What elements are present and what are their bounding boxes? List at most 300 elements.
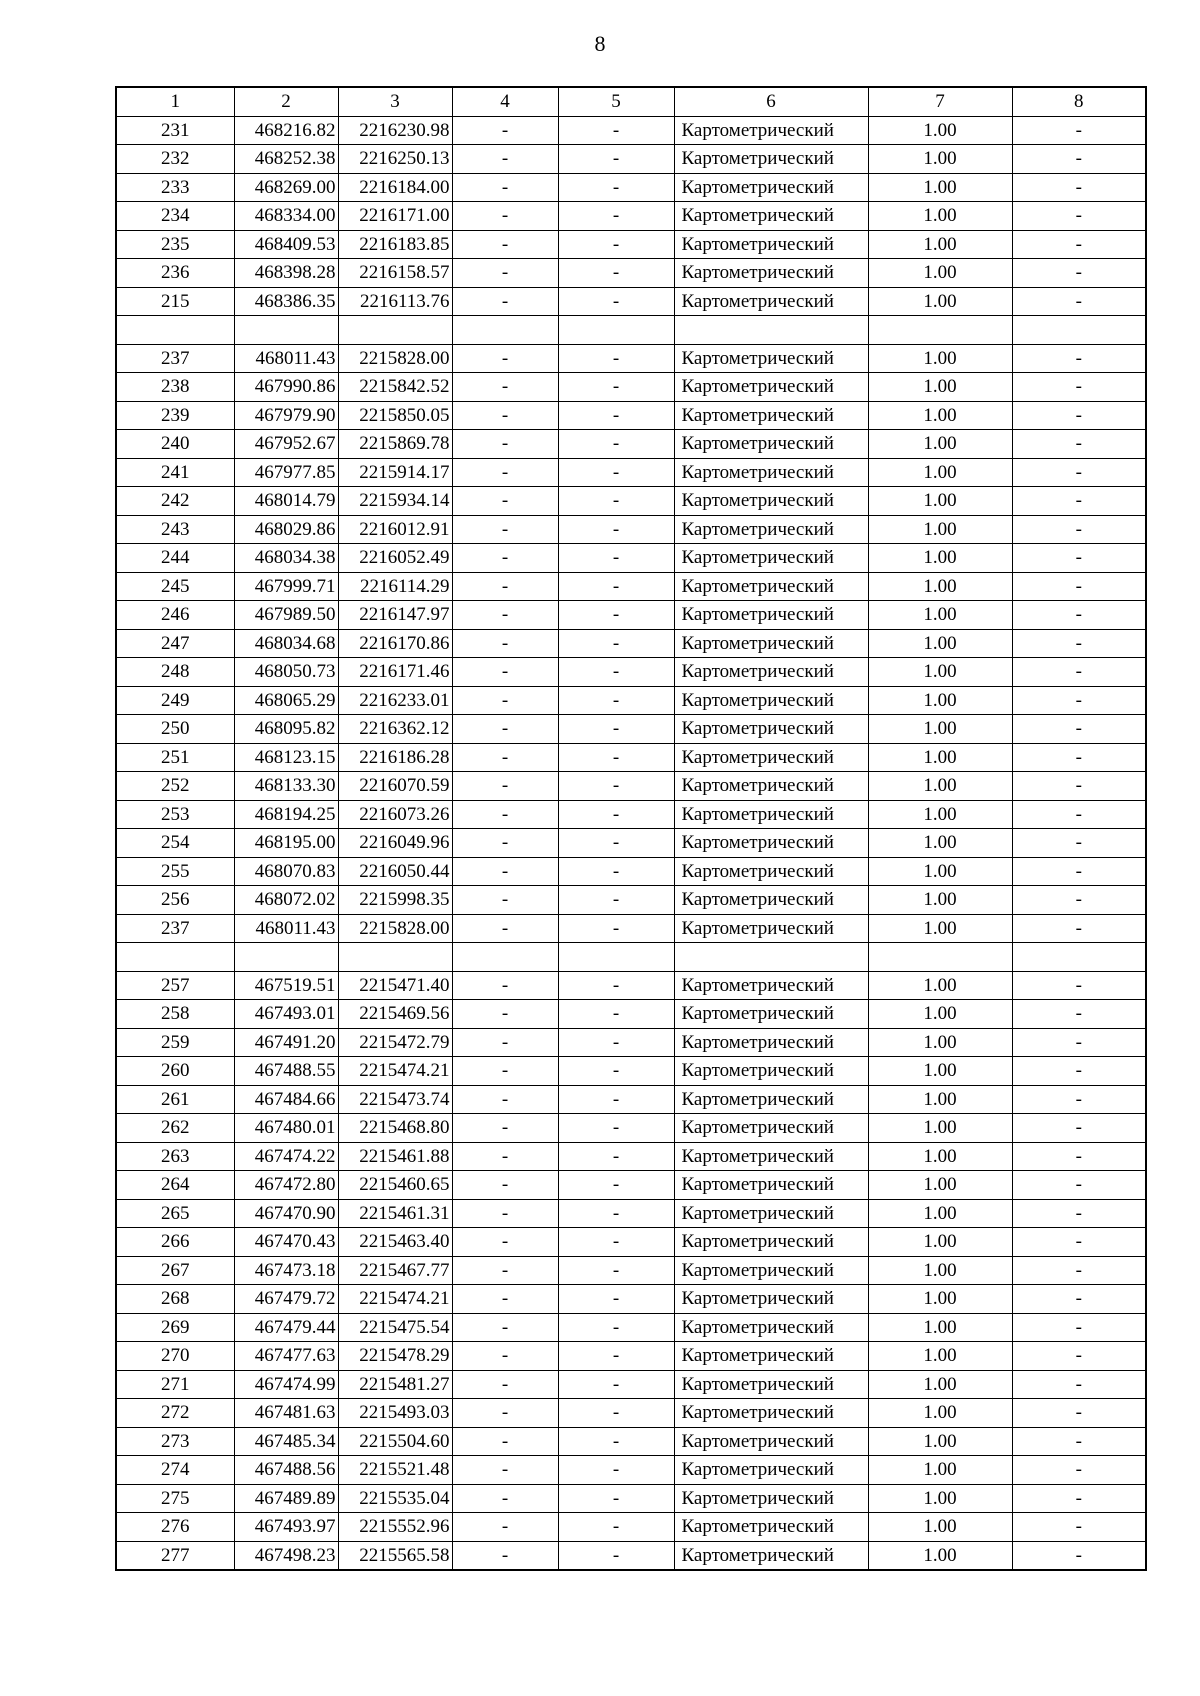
col-8-value-cell: - [1012, 772, 1146, 801]
table-row [116, 886, 1146, 915]
col-5-value-cell: - [558, 230, 674, 259]
point-number-cell: 242 [116, 487, 234, 516]
x-coordinate-cell: 468011.43 [234, 914, 338, 943]
y-coordinate-cell: 2215828.00 [338, 344, 452, 373]
method-cell: Картометрический [674, 1142, 868, 1171]
accuracy-cell: 1.00 [868, 914, 1012, 943]
accuracy-cell: 1.00 [868, 658, 1012, 687]
y-coordinate-cell: 2216230.98 [338, 116, 452, 145]
method-cell: Картометрический [674, 1171, 868, 1200]
col-4-value-cell: - [452, 1313, 558, 1342]
col-5-value-cell: - [558, 373, 674, 402]
method-cell: Картометрический [674, 686, 868, 715]
table-row [116, 1114, 1146, 1143]
column-header-5: 5 [558, 87, 674, 116]
y-coordinate-cell: 2215475.54 [338, 1313, 452, 1342]
col-4-value-cell: - [452, 1228, 558, 1257]
x-coordinate-cell: 467489.89 [234, 1484, 338, 1513]
col-8-value-cell: - [1012, 1370, 1146, 1399]
col-8-value-cell: - [1012, 1427, 1146, 1456]
column-header-3: 3 [338, 87, 452, 116]
column-header-7: 7 [868, 87, 1012, 116]
point-number-cell: 237 [116, 914, 234, 943]
accuracy-cell: 1.00 [868, 1000, 1012, 1029]
col-5-value-cell: - [558, 601, 674, 630]
method-cell: Картометрический [674, 857, 868, 886]
x-coordinate-cell: 467480.01 [234, 1114, 338, 1143]
x-coordinate-cell: 467979.90 [234, 401, 338, 430]
method-cell: Картометрический [674, 829, 868, 858]
point-number-cell: 231 [116, 116, 234, 145]
point-number-cell: 260 [116, 1057, 234, 1086]
col-8-value-cell: - [1012, 401, 1146, 430]
y-coordinate-cell: 2215463.40 [338, 1228, 452, 1257]
x-coordinate-cell: 467472.80 [234, 1171, 338, 1200]
col-4-value-cell: - [452, 1142, 558, 1171]
table-row [116, 230, 1146, 259]
col-4-value-cell: - [452, 544, 558, 573]
col-5-value-cell: - [558, 430, 674, 459]
accuracy-cell: 1.00 [868, 1085, 1012, 1114]
col-5-value-cell: - [558, 1513, 674, 1542]
y-coordinate-cell: 2215461.88 [338, 1142, 452, 1171]
col-5-value-cell: - [558, 1228, 674, 1257]
table-row [116, 1342, 1146, 1371]
x-coordinate-cell: 468398.28 [234, 259, 338, 288]
col-5-value-cell: - [558, 1313, 674, 1342]
table-row [116, 1142, 1146, 1171]
separator-row [116, 943, 1146, 972]
x-coordinate-cell: 468386.35 [234, 287, 338, 316]
x-coordinate-cell: 467479.44 [234, 1313, 338, 1342]
col-8-value-cell: - [1012, 430, 1146, 459]
y-coordinate-cell [338, 316, 452, 345]
point-number-cell: 264 [116, 1171, 234, 1200]
page-number: 8 [594, 31, 606, 56]
accuracy-cell: 1.00 [868, 202, 1012, 231]
col-4-value-cell [452, 943, 558, 972]
point-number-cell: 232 [116, 145, 234, 174]
col-5-value-cell [558, 943, 674, 972]
point-number-cell: 259 [116, 1028, 234, 1057]
x-coordinate-cell: 468072.02 [234, 886, 338, 915]
point-number-cell: 257 [116, 971, 234, 1000]
col-4-value-cell: - [452, 800, 558, 829]
column-header-8: 8 [1012, 87, 1146, 116]
x-coordinate-cell: 467470.43 [234, 1228, 338, 1257]
table-row [116, 1057, 1146, 1086]
accuracy-cell: 1.00 [868, 1228, 1012, 1257]
table-row [116, 715, 1146, 744]
accuracy-cell: 1.00 [868, 1541, 1012, 1570]
col-4-value-cell: - [452, 1085, 558, 1114]
table-row [116, 401, 1146, 430]
col-5-value-cell: - [558, 401, 674, 430]
y-coordinate-cell: 2216049.96 [338, 829, 452, 858]
y-coordinate-cell: 2216052.49 [338, 544, 452, 573]
x-coordinate-cell: 468123.15 [234, 743, 338, 772]
col-8-value-cell: - [1012, 515, 1146, 544]
col-8-value-cell: - [1012, 658, 1146, 687]
table-row [116, 373, 1146, 402]
col-4-value-cell: - [452, 1513, 558, 1542]
x-coordinate-cell: 468216.82 [234, 116, 338, 145]
col-8-value-cell: - [1012, 971, 1146, 1000]
method-cell: Картометрический [674, 458, 868, 487]
point-number-cell: 256 [116, 886, 234, 915]
x-coordinate-cell: 467474.22 [234, 1142, 338, 1171]
col-4-value-cell: - [452, 1427, 558, 1456]
method-cell: Картометрический [674, 1085, 868, 1114]
col-5-value-cell: - [558, 1142, 674, 1171]
method-cell: Картометрический [674, 173, 868, 202]
y-coordinate-cell: 2215473.74 [338, 1085, 452, 1114]
point-number-cell: 263 [116, 1142, 234, 1171]
col-8-value-cell: - [1012, 1513, 1146, 1542]
method-cell [674, 316, 868, 345]
x-coordinate-cell: 468050.73 [234, 658, 338, 687]
point-number-cell: 268 [116, 1285, 234, 1314]
col-5-value-cell: - [558, 1114, 674, 1143]
col-5-value-cell: - [558, 743, 674, 772]
col-4-value-cell: - [452, 458, 558, 487]
accuracy-cell: 1.00 [868, 1484, 1012, 1513]
y-coordinate-cell: 2215468.80 [338, 1114, 452, 1143]
method-cell: Картометрический [674, 886, 868, 915]
method-cell: Картометрический [674, 800, 868, 829]
column-header-2: 2 [234, 87, 338, 116]
y-coordinate-cell: 2216362.12 [338, 715, 452, 744]
point-number-cell: 237 [116, 344, 234, 373]
table-row [116, 800, 1146, 829]
col-5-value-cell: - [558, 1342, 674, 1371]
method-cell: Картометрический [674, 715, 868, 744]
y-coordinate-cell: 2215461.31 [338, 1199, 452, 1228]
col-8-value-cell: - [1012, 1313, 1146, 1342]
col-8-value-cell: - [1012, 202, 1146, 231]
col-4-value-cell: - [452, 572, 558, 601]
y-coordinate-cell: 2216171.00 [338, 202, 452, 231]
col-5-value-cell: - [558, 772, 674, 801]
table-row [116, 829, 1146, 858]
col-8-value-cell: - [1012, 1285, 1146, 1314]
accuracy-cell [868, 943, 1012, 972]
y-coordinate-cell: 2215474.21 [338, 1057, 452, 1086]
col-5-value-cell: - [558, 515, 674, 544]
y-coordinate-cell: 2215460.65 [338, 1171, 452, 1200]
col-5-value-cell: - [558, 1484, 674, 1513]
col-8-value-cell: - [1012, 1057, 1146, 1086]
point-number-cell: 233 [116, 173, 234, 202]
col-5-value-cell: - [558, 800, 674, 829]
point-number-cell: 258 [116, 1000, 234, 1029]
col-5-value-cell: - [558, 1057, 674, 1086]
x-coordinate-cell [234, 316, 338, 345]
y-coordinate-cell: 2215842.52 [338, 373, 452, 402]
col-4-value-cell: - [452, 173, 558, 202]
col-8-value-cell: - [1012, 259, 1146, 288]
method-cell: Картометрический [674, 259, 868, 288]
col-4-value-cell: - [452, 1484, 558, 1513]
point-number-cell: 245 [116, 572, 234, 601]
col-5-value-cell: - [558, 1427, 674, 1456]
method-cell: Картометрический [674, 658, 868, 687]
method-cell: Картометрический [674, 544, 868, 573]
x-coordinate-cell: 468034.38 [234, 544, 338, 573]
col-5-value-cell: - [558, 1370, 674, 1399]
col-5-value-cell: - [558, 914, 674, 943]
col-4-value-cell: - [452, 202, 558, 231]
accuracy-cell: 1.00 [868, 458, 1012, 487]
table-row [116, 173, 1146, 202]
method-cell: Картометрический [674, 116, 868, 145]
y-coordinate-cell: 2215521.48 [338, 1456, 452, 1485]
x-coordinate-cell: 468252.38 [234, 145, 338, 174]
table-row [116, 1456, 1146, 1485]
accuracy-cell: 1.00 [868, 800, 1012, 829]
accuracy-cell: 1.00 [868, 1199, 1012, 1228]
col-4-value-cell: - [452, 1541, 558, 1570]
col-8-value-cell: - [1012, 544, 1146, 573]
method-cell: Картометрический [674, 1114, 868, 1143]
point-number-cell: 252 [116, 772, 234, 801]
point-number-cell: 276 [116, 1513, 234, 1542]
accuracy-cell: 1.00 [868, 1256, 1012, 1285]
table-row [116, 601, 1146, 630]
x-coordinate-cell: 468065.29 [234, 686, 338, 715]
accuracy-cell: 1.00 [868, 1171, 1012, 1200]
x-coordinate-cell: 467484.66 [234, 1085, 338, 1114]
y-coordinate-cell: 2215998.35 [338, 886, 452, 915]
col-4-value-cell: - [452, 1370, 558, 1399]
col-5-value-cell: - [558, 829, 674, 858]
x-coordinate-cell: 467519.51 [234, 971, 338, 1000]
accuracy-cell: 1.00 [868, 173, 1012, 202]
accuracy-cell: 1.00 [868, 572, 1012, 601]
accuracy-cell: 1.00 [868, 344, 1012, 373]
y-coordinate-cell: 2215914.17 [338, 458, 452, 487]
col-8-value-cell: - [1012, 715, 1146, 744]
x-coordinate-cell: 468034.68 [234, 629, 338, 658]
point-number-cell: 240 [116, 430, 234, 459]
col-5-value-cell: - [558, 686, 674, 715]
table-body [116, 116, 1146, 1570]
col-8-value-cell: - [1012, 800, 1146, 829]
method-cell: Картометрический [674, 344, 868, 373]
x-coordinate-cell: 467493.01 [234, 1000, 338, 1029]
col-8-value-cell: - [1012, 572, 1146, 601]
col-8-value-cell: - [1012, 1028, 1146, 1057]
point-number-cell: 273 [116, 1427, 234, 1456]
col-5-value-cell: - [558, 1541, 674, 1570]
x-coordinate-cell: 468029.86 [234, 515, 338, 544]
x-coordinate-cell: 467488.55 [234, 1057, 338, 1086]
method-cell: Картометрический [674, 601, 868, 630]
method-cell: Картометрический [674, 1541, 868, 1570]
y-coordinate-cell: 2215478.29 [338, 1342, 452, 1371]
x-coordinate-cell: 468070.83 [234, 857, 338, 886]
point-number-cell [116, 943, 234, 972]
table-row [116, 1541, 1146, 1570]
table-row [116, 743, 1146, 772]
y-coordinate-cell: 2215552.96 [338, 1513, 452, 1542]
x-coordinate-cell: 468014.79 [234, 487, 338, 516]
accuracy-cell: 1.00 [868, 1456, 1012, 1485]
col-5-value-cell: - [558, 658, 674, 687]
x-coordinate-cell: 467481.63 [234, 1399, 338, 1428]
col-5-value-cell: - [558, 259, 674, 288]
y-coordinate-cell: 2216050.44 [338, 857, 452, 886]
table-row [116, 658, 1146, 687]
y-coordinate-cell: 2216233.01 [338, 686, 452, 715]
table-row [116, 344, 1146, 373]
col-5-value-cell: - [558, 1399, 674, 1428]
col-8-value-cell: - [1012, 1541, 1146, 1570]
method-cell: Картометрический [674, 1057, 868, 1086]
point-number-cell: 234 [116, 202, 234, 231]
y-coordinate-cell: 2215869.78 [338, 430, 452, 459]
x-coordinate-cell: 467999.71 [234, 572, 338, 601]
method-cell: Картометрический [674, 1256, 868, 1285]
col-4-value-cell: - [452, 914, 558, 943]
col-5-value-cell [558, 316, 674, 345]
method-cell: Картометрический [674, 1342, 868, 1371]
x-coordinate-cell [234, 943, 338, 972]
method-cell: Картометрический [674, 1456, 868, 1485]
point-number-cell: 244 [116, 544, 234, 573]
col-4-value-cell: - [452, 857, 558, 886]
col-8-value-cell [1012, 316, 1146, 345]
col-4-value-cell: - [452, 1199, 558, 1228]
col-4-value-cell: - [452, 1285, 558, 1314]
accuracy-cell: 1.00 [868, 601, 1012, 630]
col-4-value-cell: - [452, 743, 558, 772]
table-row [116, 1285, 1146, 1314]
col-4-value-cell: - [452, 601, 558, 630]
table-row [116, 458, 1146, 487]
col-8-value-cell: - [1012, 601, 1146, 630]
accuracy-cell: 1.00 [868, 1370, 1012, 1399]
method-cell: Картометрический [674, 743, 868, 772]
col-8-value-cell: - [1012, 287, 1146, 316]
point-number-cell [116, 316, 234, 345]
col-8-value-cell: - [1012, 230, 1146, 259]
method-cell: Картометрический [674, 772, 868, 801]
table-row [116, 259, 1146, 288]
col-4-value-cell: - [452, 1342, 558, 1371]
table-row [116, 629, 1146, 658]
table-row [116, 914, 1146, 943]
point-number-cell: 235 [116, 230, 234, 259]
col-5-value-cell: - [558, 487, 674, 516]
x-coordinate-cell: 467488.56 [234, 1456, 338, 1485]
col-5-value-cell: - [558, 1256, 674, 1285]
y-coordinate-cell: 2215828.00 [338, 914, 452, 943]
accuracy-cell: 1.00 [868, 1142, 1012, 1171]
accuracy-cell: 1.00 [868, 1513, 1012, 1542]
table-row [116, 1399, 1146, 1428]
accuracy-cell: 1.00 [868, 971, 1012, 1000]
method-cell: Картометрический [674, 629, 868, 658]
header-row [116, 87, 1146, 116]
accuracy-cell: 1.00 [868, 743, 1012, 772]
col-4-value-cell: - [452, 430, 558, 459]
col-8-value-cell: - [1012, 886, 1146, 915]
method-cell: Картометрический [674, 515, 868, 544]
method-cell: Картометрический [674, 572, 868, 601]
col-8-value-cell: - [1012, 173, 1146, 202]
y-coordinate-cell: 2216147.97 [338, 601, 452, 630]
col-4-value-cell: - [452, 259, 558, 288]
accuracy-cell: 1.00 [868, 515, 1012, 544]
table-row [116, 544, 1146, 573]
col-5-value-cell: - [558, 458, 674, 487]
accuracy-cell: 1.00 [868, 1285, 1012, 1314]
y-coordinate-cell: 2216158.57 [338, 259, 452, 288]
col-4-value-cell: - [452, 1456, 558, 1485]
table-row [116, 1370, 1146, 1399]
col-8-value-cell: - [1012, 373, 1146, 402]
col-8-value-cell: - [1012, 1000, 1146, 1029]
point-number-cell: 215 [116, 287, 234, 316]
method-cell [674, 943, 868, 972]
y-coordinate-cell: 2215504.60 [338, 1427, 452, 1456]
col-8-value-cell: - [1012, 743, 1146, 772]
table-row [116, 1313, 1146, 1342]
x-coordinate-cell: 468011.43 [234, 344, 338, 373]
y-coordinate-cell: 2216170.86 [338, 629, 452, 658]
x-coordinate-cell: 467479.72 [234, 1285, 338, 1314]
col-5-value-cell: - [558, 572, 674, 601]
accuracy-cell: 1.00 [868, 829, 1012, 858]
col-5-value-cell: - [558, 629, 674, 658]
col-8-value-cell: - [1012, 1199, 1146, 1228]
col-5-value-cell: - [558, 544, 674, 573]
x-coordinate-cell: 467952.67 [234, 430, 338, 459]
table-row [116, 487, 1146, 516]
method-cell: Картометрический [674, 1313, 868, 1342]
col-8-value-cell: - [1012, 1484, 1146, 1513]
accuracy-cell: 1.00 [868, 145, 1012, 174]
accuracy-cell: 1.00 [868, 1313, 1012, 1342]
accuracy-cell: 1.00 [868, 259, 1012, 288]
y-coordinate-cell: 2216114.29 [338, 572, 452, 601]
x-coordinate-cell: 468195.00 [234, 829, 338, 858]
col-4-value-cell: - [452, 686, 558, 715]
col-8-value-cell: - [1012, 1142, 1146, 1171]
method-cell: Картометрический [674, 1427, 868, 1456]
accuracy-cell: 1.00 [868, 686, 1012, 715]
x-coordinate-cell: 467989.50 [234, 601, 338, 630]
y-coordinate-cell: 2216073.26 [338, 800, 452, 829]
table-row [116, 1484, 1146, 1513]
y-coordinate-cell: 2215565.58 [338, 1541, 452, 1570]
y-coordinate-cell: 2216113.76 [338, 287, 452, 316]
col-5-value-cell: - [558, 287, 674, 316]
col-4-value-cell: - [452, 1399, 558, 1428]
method-cell: Картометрический [674, 1370, 868, 1399]
accuracy-cell: 1.00 [868, 857, 1012, 886]
col-4-value-cell: - [452, 886, 558, 915]
point-number-cell: 274 [116, 1456, 234, 1485]
table-row [116, 1171, 1146, 1200]
table-row [116, 1256, 1146, 1285]
table-row [116, 287, 1146, 316]
table-row [116, 772, 1146, 801]
accuracy-cell: 1.00 [868, 629, 1012, 658]
col-4-value-cell: - [452, 971, 558, 1000]
col-8-value-cell: - [1012, 1228, 1146, 1257]
